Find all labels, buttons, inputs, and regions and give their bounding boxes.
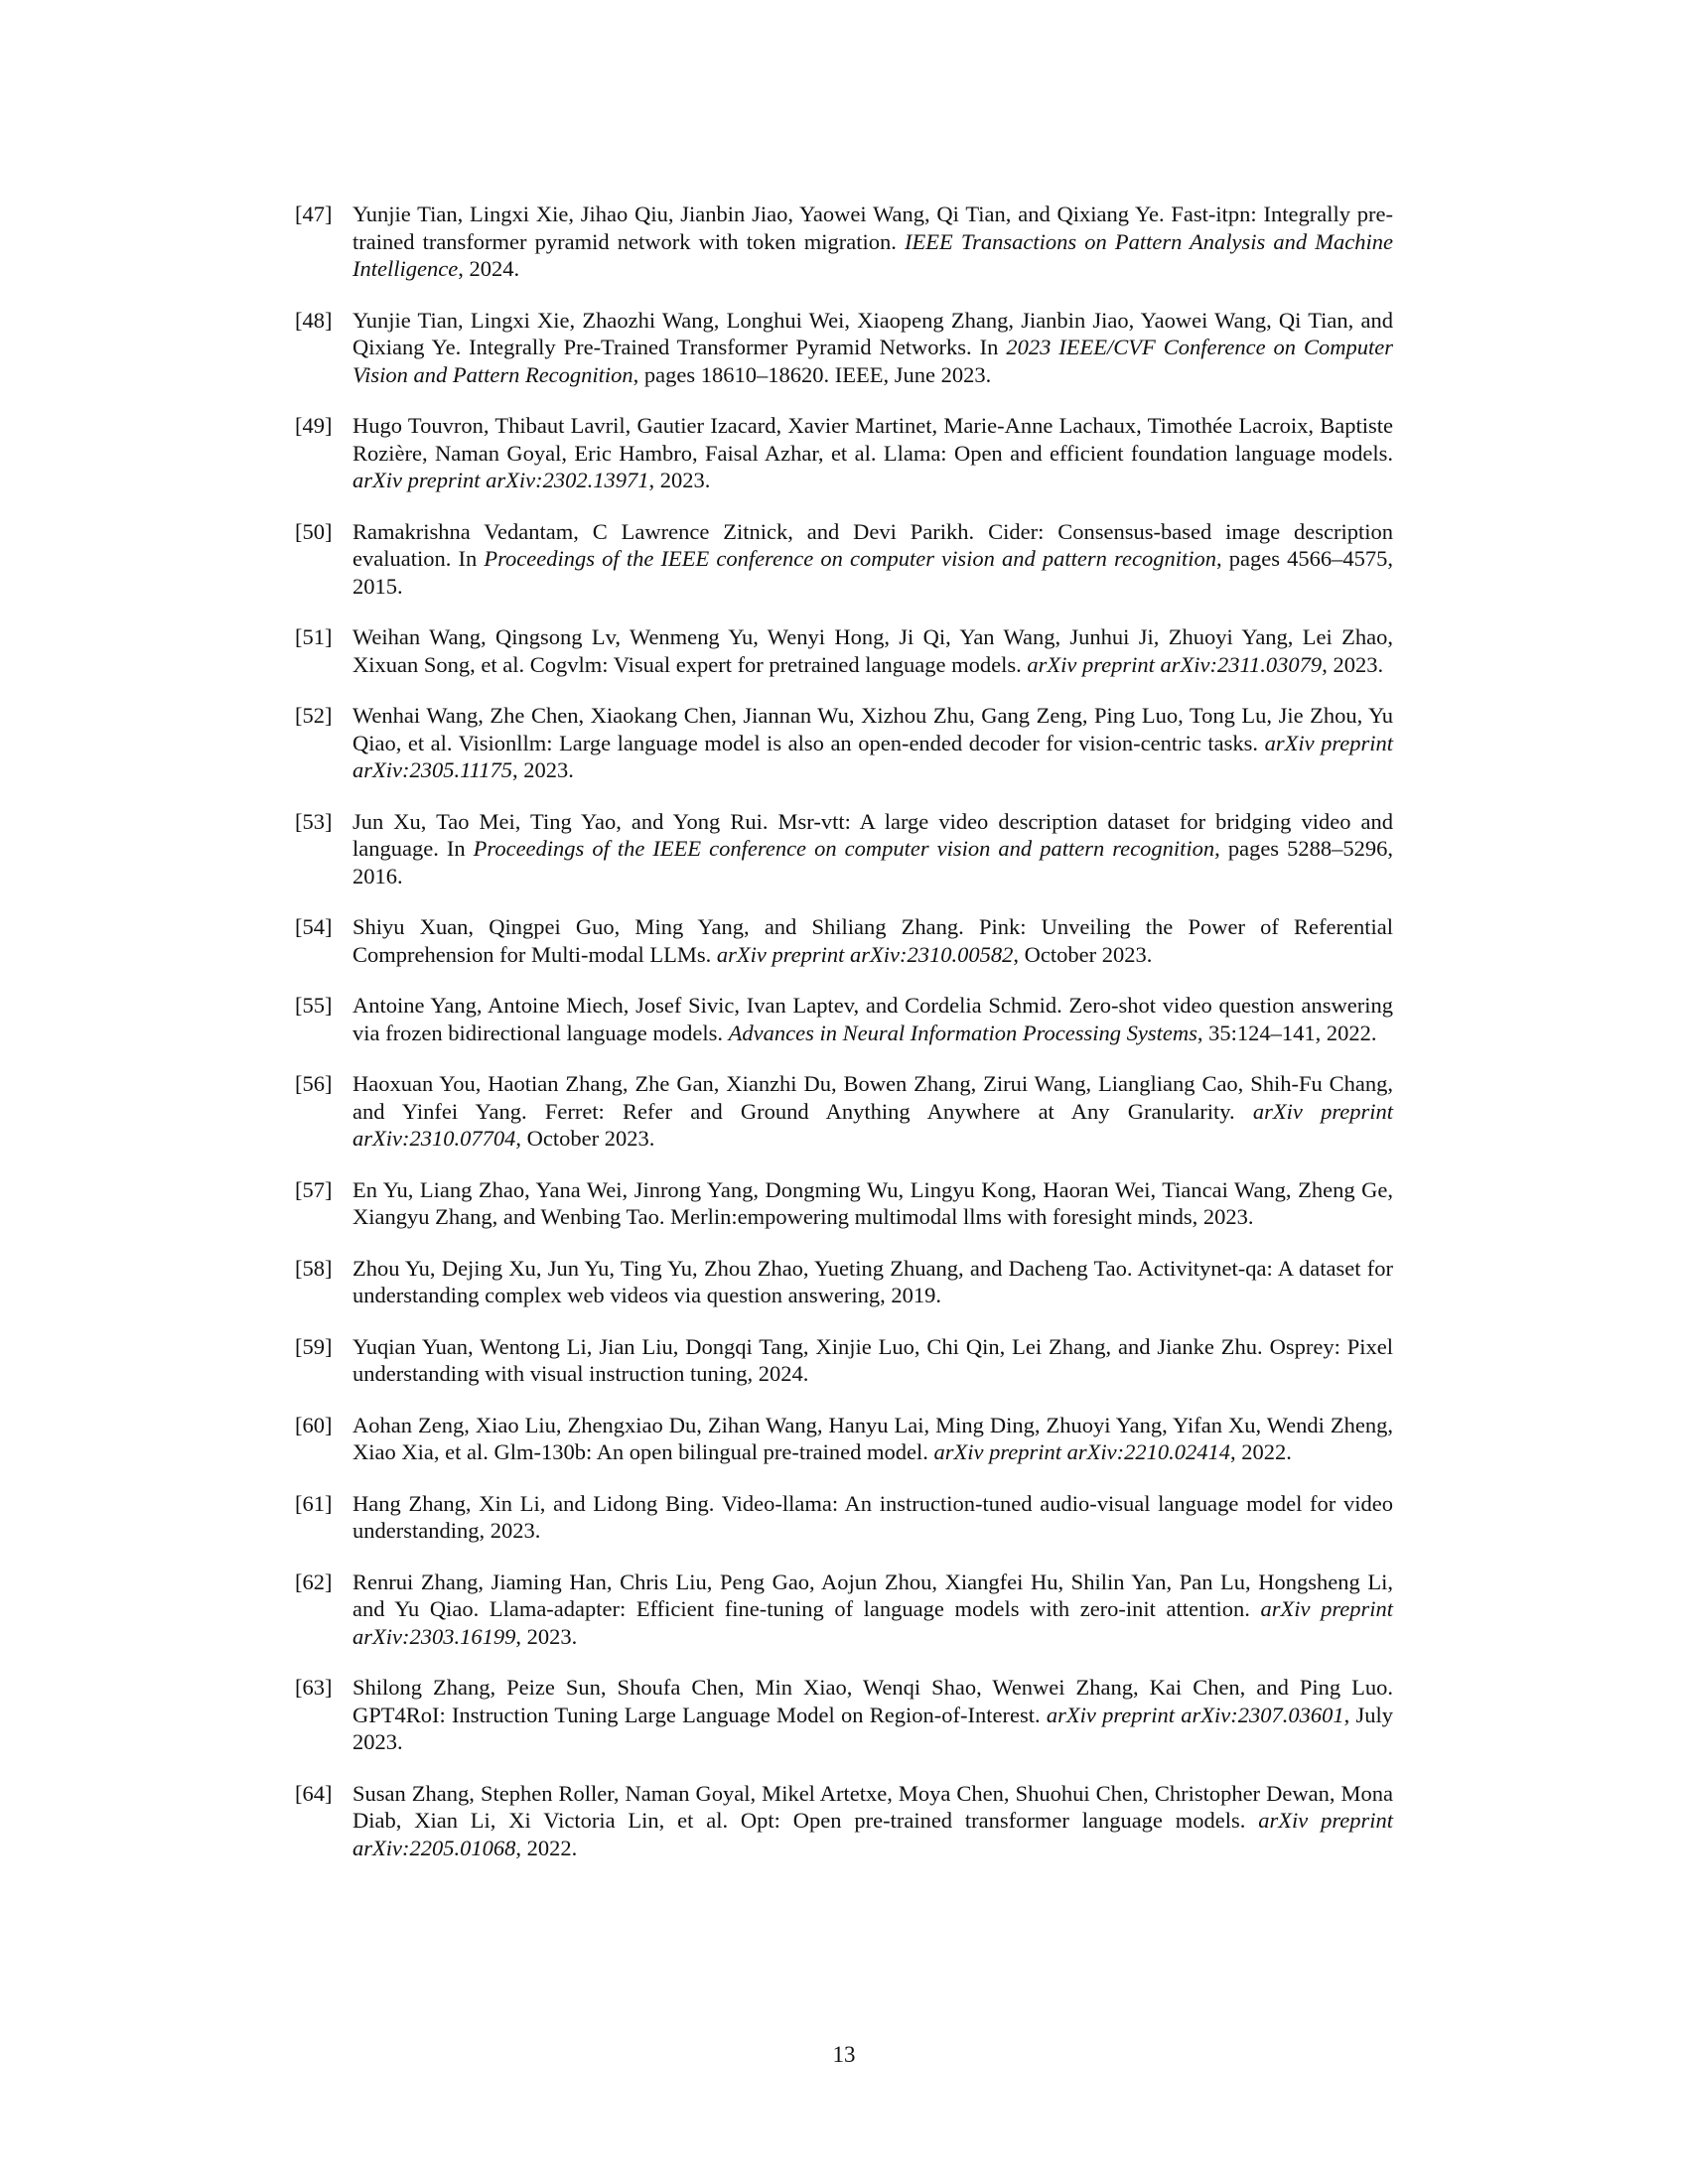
reference-number: [59]	[295, 1333, 333, 1359]
reference-text: Hugo Touvron, Thibaut Lavril, Gautier Izacard, Xavier Martinet, Marie-Anne Lachaux, Timothée Lacroix, Baptiste Rozière, Naman Goyal, Eric Hambro, Faisal Azhar, et al. Llama: Open and efficient foundation language models.	[352, 413, 1393, 466]
reference-text: Yuqian Yuan, Wentong Li, Jian Liu, Dongqi Tang, Xinjie Luo, Chi Qin, Lei Zhang, and Jianke Zhu. Osprey: Pixel understanding with visual instruction tuning, 2024.	[352, 1333, 1393, 1386]
reference-number: [58]	[295, 1255, 333, 1281]
reference-number: [60]	[295, 1412, 333, 1437]
reference-49	[295, 412, 1393, 494]
reference-58	[295, 1255, 1393, 1309]
reference-number: [48]	[295, 307, 333, 333]
reference-tail: , July 2023.	[352, 1702, 1393, 1754]
reference-venue: arXiv preprint arXiv:2305.11175	[352, 730, 1393, 782]
reference-venue: Proceedings of the IEEE conference on computer vision and pattern recognition	[484, 546, 1216, 571]
reference-tail: , 2022.	[1230, 1439, 1292, 1464]
reference-venue: arXiv preprint arXiv:2205.01068	[352, 1808, 1393, 1860]
reference-text: Shiyu Xuan, Qingpei Guo, Ming Yang, and Shiliang Zhang. Pink: Unveiling the Power of Referential Comprehension for Multi-modal LLMs.	[352, 914, 1393, 967]
reference-number: [64]	[295, 1780, 333, 1806]
reference-venue: arXiv preprint arXiv:2310.00582	[716, 941, 1014, 967]
reference-62	[295, 1569, 1393, 1651]
reference-list	[295, 201, 1393, 1885]
reference-number: [57]	[295, 1176, 333, 1202]
reference-tail: , pages 18610–18620. IEEE, June 2023.	[633, 361, 992, 387]
reference-number: [55]	[295, 993, 333, 1018]
reference-venue: IEEE Transactions on Pattern Analysis and Machine Intelligence	[352, 228, 1393, 281]
reference-53	[295, 808, 1393, 890]
reference-text: Susan Zhang, Stephen Roller, Naman Goyal, Mikel Artetxe, Moya Chen, Shuohui Chen, Christopher Dewan, Mona Diab, Xian Li, Xi Victoria Lin, et al. Opt: Open pre-trained transformer language models.	[352, 1780, 1393, 1833]
reference-number: [63]	[295, 1675, 333, 1700]
reference-text: Yunjie Tian, Lingxi Xie, Jihao Qiu, Jianbin Jiao, Yaowei Wang, Qi Tian, and Qixiang Ye. Fast-itpn: Integrally pre-trained transformer pyramid network with token migration.	[352, 202, 1393, 254]
reference-text: Zhou Yu, Dejing Xu, Jun Yu, Ting Yu, Zhou Zhao, Yueting Zhuang, and Dacheng Tao. Activitynet-qa: A dataset for understanding complex web videos via question answering, 2019.	[352, 1255, 1393, 1307]
reference-52	[295, 702, 1393, 784]
reference-number: [50]	[295, 518, 333, 544]
reference-text: Shilong Zhang, Peize Sun, Shoufa Chen, Min Xiao, Wenqi Shao, Wenwei Zhang, Kai Chen, and Ping Luo. GPT4RoI: Instruction Tuning Large Language Model on Region-of-Interest.	[352, 1675, 1393, 1727]
page-number: 13	[832, 2042, 856, 2067]
reference-61	[295, 1490, 1393, 1545]
reference-text: Aohan Zeng, Xiao Liu, Zhengxiao Du, Zihan Wang, Hanyu Lai, Ming Ding, Zhuoyi Yang, Yifan Xu, Wendi Zheng, Xiao Xia, et al. Glm-130b: An open bilingual pre-trained model.	[352, 1412, 1393, 1464]
reference-text: Haoxuan You, Haotian Zhang, Zhe Gan, Xianzhi Du, Bowen Zhang, Zirui Wang, Liangliang Cao, Shih-Fu Chang, and Yinfei Yang. Ferret: Refer and Ground Anything Anywhere at Any Granularity.	[352, 1071, 1393, 1124]
reference-venue: arXiv preprint arXiv:2311.03079	[1027, 651, 1323, 677]
reference-text: Hang Zhang, Xin Li, and Lidong Bing. Video-llama: An instruction-tuned audio-visual language model for video understanding, 2023.	[352, 1490, 1393, 1543]
reference-number: [52]	[295, 703, 333, 728]
reference-tail: , pages 4566–4575, 2015.	[352, 546, 1393, 599]
reference-number: [47]	[295, 202, 333, 226]
reference-venue: arXiv preprint arXiv:2302.13971	[352, 468, 649, 492]
reference-number: [62]	[295, 1569, 333, 1594]
reference-tail: , 2022.	[515, 1835, 578, 1860]
reference-64	[295, 1780, 1393, 1862]
reference-60	[295, 1412, 1393, 1466]
reference-text: Renrui Zhang, Jiaming Han, Chris Liu, Peng Gao, Aojun Zhou, Xiangfei Hu, Shilin Yan, Pan Lu, Hongsheng Li, and Yu Qiao. Llama-adapter: Efficient fine-tuning of language models with zero-init attention.	[352, 1569, 1393, 1621]
reference-venue: Advances in Neural Information Processing Systems	[728, 1020, 1197, 1045]
reference-venue: arXiv preprint arXiv:2303.16199	[352, 1596, 1393, 1649]
reference-56	[295, 1070, 1393, 1153]
reference-tail: , 2023.	[515, 1623, 578, 1649]
reference-48	[295, 307, 1393, 389]
reference-50	[295, 518, 1393, 601]
reference-text: En Yu, Liang Zhao, Yana Wei, Jinrong Yang, Dongming Wu, Lingyu Kong, Haoran Wei, Tiancai Wang, Zheng Ge, Xiangyu Zhang, and Wenbing Tao. Merlin:empowering multimodal llms with foresight minds, 2023.	[352, 1176, 1393, 1229]
reference-number: [49]	[295, 413, 333, 438]
reference-venue: arXiv preprint arXiv:2210.02414	[933, 1439, 1230, 1464]
reference-text: Jun Xu, Tao Mei, Ting Yao, and Yong Rui. Msr-vtt: A large video description dataset for bridging video and language. In	[352, 808, 1393, 861]
reference-text: Antoine Yang, Antoine Miech, Josef Sivic, Ivan Laptev, and Cordelia Schmid. Zero-shot video question answering via frozen bidirectional language models.	[352, 993, 1393, 1045]
reference-59	[295, 1333, 1393, 1388]
reference-venue: Proceedings of the IEEE conference on computer vision and pattern recognition	[473, 836, 1215, 861]
reference-text: Yunjie Tian, Lingxi Xie, Zhaozhi Wang, Longhui Wei, Xiaopeng Zhang, Jianbin Jiao, Yaowei Wang, Qi Tian, and Qixiang Ye. Integrally Pre-Trained Transformer Pyramid Networks. In	[352, 307, 1393, 359]
reference-54	[295, 913, 1393, 968]
reference-55	[295, 992, 1393, 1046]
reference-number: [61]	[295, 1490, 333, 1516]
reference-venue: arXiv preprint arXiv:2307.03601	[1046, 1702, 1344, 1727]
reference-tail: , October 2023.	[1013, 941, 1153, 967]
reference-number: [56]	[295, 1071, 333, 1096]
reference-number: [54]	[295, 914, 333, 939]
reference-51	[295, 623, 1393, 678]
reference-number: [51]	[295, 624, 333, 649]
reference-63	[295, 1674, 1393, 1756]
reference-venue: arXiv preprint arXiv:2310.07704	[352, 1098, 1394, 1151]
reference-tail: , October 2023.	[515, 1126, 655, 1151]
reference-tail: , 2023.	[648, 468, 711, 492]
reference-text: Ramakrishna Vedantam, C Lawrence Zitnick, and Devi Parikh. Cider: Consensus-based image description evaluation. In	[352, 518, 1393, 571]
reference-tail: , pages 5288–5296, 2016.	[352, 836, 1393, 888]
reference-57	[295, 1176, 1393, 1231]
reference-47	[295, 201, 1393, 283]
reference-text: Weihan Wang, Qingsong Lv, Wenmeng Yu, Wenyi Hong, Ji Qi, Yan Wang, Junhui Ji, Zhuoyi Yang, Lei Zhao, Xixuan Song, et al. Cogvlm: Visual expert for pretrained language models.	[352, 624, 1393, 677]
reference-tail: , 2023.	[512, 757, 574, 782]
reference-tail: , 2024.	[458, 256, 520, 281]
reference-tail: , 2023.	[1322, 651, 1384, 677]
reference-tail: , 35:124–141, 2022.	[1196, 1020, 1377, 1045]
reference-number: [53]	[295, 808, 333, 834]
reference-venue: 2023 IEEE/CVF Conference on Computer Vision and Pattern Recognition	[352, 335, 1393, 387]
reference-text: Wenhai Wang, Zhe Chen, Xiaokang Chen, Jiannan Wu, Xizhou Zhu, Gang Zeng, Ping Luo, Tong Lu, Jie Zhou, Yu Qiao, et al. Visionllm: Large language model is also an open-ended decoder for vision-centric tasks.	[352, 703, 1393, 755]
